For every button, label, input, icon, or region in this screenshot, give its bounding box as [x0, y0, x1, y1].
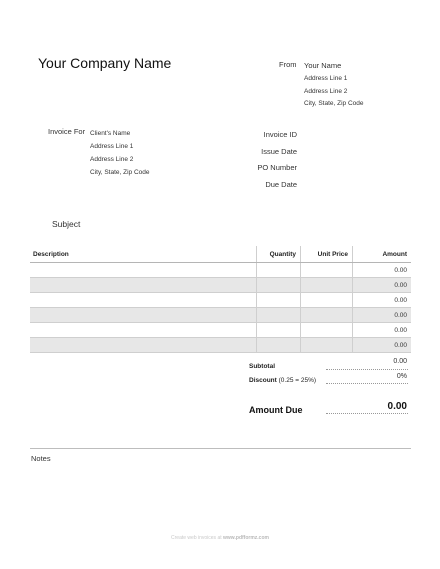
- invoice-id-label: Invoice ID: [263, 130, 297, 139]
- table-row: [30, 293, 411, 308]
- table-row: [30, 263, 411, 278]
- from-city-state-zip[interactable]: City, State, Zip Code: [304, 100, 364, 108]
- quantity-cell[interactable]: [257, 323, 301, 338]
- client-address-line-1[interactable]: Address Line 1: [90, 143, 134, 150]
- quantity-cell[interactable]: [257, 338, 301, 353]
- discount-divider: [326, 383, 408, 384]
- amount-cell: 0.00: [353, 293, 412, 308]
- amount-due-divider: [326, 413, 408, 414]
- amount-due-value: 0.00: [387, 401, 407, 412]
- client-city-state-zip[interactable]: City, State, Zip Code: [90, 169, 150, 176]
- discount-label: [249, 377, 316, 384]
- description-cell[interactable]: [30, 293, 257, 308]
- notes-divider: [30, 448, 411, 449]
- quantity-cell[interactable]: [257, 278, 301, 293]
- client-address-line-2[interactable]: Address Line 2: [90, 156, 134, 163]
- table-row: [30, 278, 411, 293]
- quantity-cell[interactable]: [257, 293, 301, 308]
- table-row: [30, 338, 411, 353]
- description-cell[interactable]: [30, 323, 257, 338]
- quantity-cell[interactable]: [257, 263, 301, 278]
- quantity-cell[interactable]: [257, 308, 301, 323]
- table-header-row: [30, 246, 411, 263]
- discount-detail[interactable]: (0.25 = 25%): [278, 377, 317, 384]
- discount-value: 0%: [396, 373, 407, 380]
- line-items-table: [30, 246, 411, 353]
- amount-cell: 0.00: [353, 308, 412, 323]
- table-row: [30, 308, 411, 323]
- unit-price-cell[interactable]: [301, 323, 353, 338]
- po-number-label: PO Number: [257, 163, 297, 173]
- discount-label-text: Discount: [249, 377, 277, 384]
- from-label: From: [279, 60, 297, 69]
- amount-header: Amount: [353, 246, 412, 263]
- unit-price-cell[interactable]: [301, 263, 353, 278]
- unit-price-header: Unit Price: [301, 246, 353, 263]
- description-cell[interactable]: [30, 278, 257, 293]
- description-header: Description: [30, 246, 257, 263]
- subtotal-value: 0.00: [393, 358, 407, 365]
- subtotal-divider: [326, 369, 408, 370]
- table-row: [30, 323, 411, 338]
- invoice-for-label: Invoice For: [48, 127, 86, 136]
- unit-price-cell[interactable]: [301, 308, 353, 323]
- subtotal-label: Subtotal: [249, 363, 275, 370]
- from-name[interactable]: Your Name: [304, 61, 342, 70]
- unit-price-cell[interactable]: [301, 338, 353, 353]
- footer-site-link[interactable]: www.pdfformz.com: [223, 535, 269, 541]
- unit-price-cell[interactable]: [301, 278, 353, 293]
- description-cell[interactable]: [30, 308, 257, 323]
- quantity-header: Quantity: [257, 246, 301, 263]
- footer-credit: [0, 535, 440, 541]
- amount-cell: 0.00: [353, 278, 412, 293]
- subject-label[interactable]: Subject: [52, 219, 81, 229]
- from-address-line-1[interactable]: Address Line 1: [304, 74, 348, 82]
- issue-date-label: Issue Date: [261, 146, 297, 156]
- notes-label[interactable]: Notes: [31, 454, 51, 463]
- description-cell[interactable]: [30, 263, 257, 278]
- description-cell[interactable]: [30, 338, 257, 353]
- from-address-block: [304, 60, 364, 111]
- amount-cell: 0.00: [353, 263, 412, 278]
- invoice-meta-labels: [257, 127, 297, 193]
- due-date-label: Due Date: [265, 179, 297, 189]
- footer-prefix: Create web invoices at: [171, 535, 222, 541]
- company-name[interactable]: Your Company Name: [38, 55, 172, 71]
- from-address-line-2[interactable]: Address Line 2: [304, 87, 348, 95]
- client-address-block: [90, 127, 150, 179]
- unit-price-cell[interactable]: [301, 293, 353, 308]
- amount-cell: 0.00: [353, 323, 412, 338]
- amount-due-label: Amount Due: [249, 405, 303, 415]
- amount-cell: 0.00: [353, 338, 412, 353]
- client-name[interactable]: Client's Name: [90, 130, 131, 137]
